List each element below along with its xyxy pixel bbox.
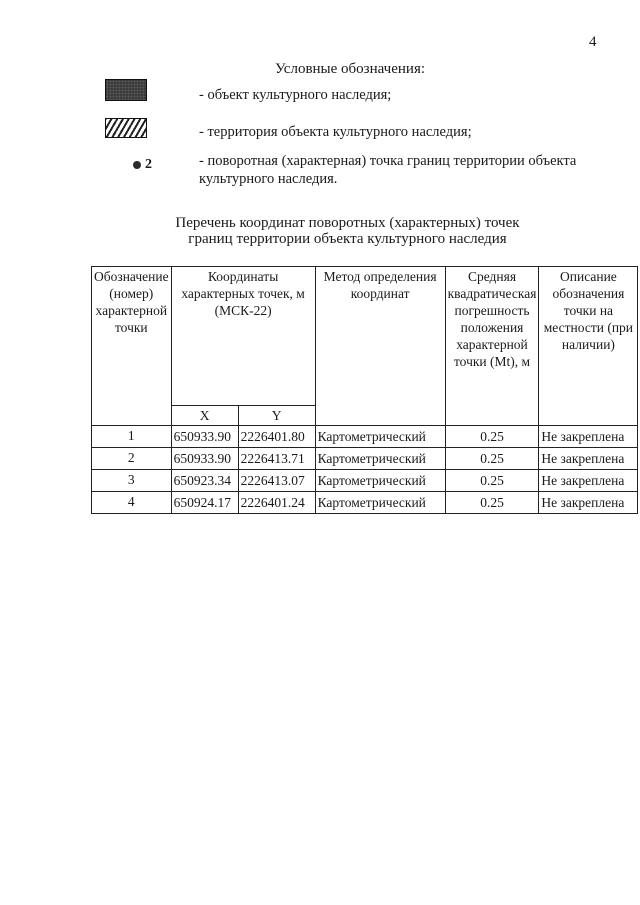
cell-method: Картометрический <box>315 492 445 514</box>
header-x: X <box>171 406 238 426</box>
table-row <box>92 426 638 448</box>
cultural-heritage-object-symbol <box>105 79 147 101</box>
cell-description: Не закреплена <box>539 492 638 514</box>
cell-error: 0.25 <box>445 426 539 448</box>
boundary-point-symbol <box>133 157 152 173</box>
header-y: Y <box>238 406 315 426</box>
cell-method: Картометрический <box>315 470 445 492</box>
table-header-row <box>92 267 638 406</box>
legend-item-point: - поворотная (характерная) точка границ территории объекта культурного наследия. <box>199 153 577 187</box>
point-marker-label: 2 <box>145 157 152 172</box>
table-row <box>92 492 638 514</box>
header-point-number: Обозначение (номер) характерной точки <box>92 267 172 426</box>
cell-error: 0.25 <box>445 492 539 514</box>
cell-number: 2 <box>92 448 172 470</box>
cell-error: 0.25 <box>445 470 539 492</box>
cell-y: 2226401.80 <box>238 426 315 448</box>
cell-description: Не закреплена <box>539 426 638 448</box>
legend-item-object: - объект культурного наследия; <box>199 87 392 103</box>
legend-title: Условные обозначения: <box>274 61 426 77</box>
cell-method: Картометрический <box>315 426 445 448</box>
cell-x: 650923.34 <box>171 470 238 492</box>
cell-y: 2226401.24 <box>238 492 315 514</box>
cell-description: Не закреплена <box>539 448 638 470</box>
header-mean-error: Средняя квадратическая погрешность положения характерной точки (Mt), м <box>445 267 539 426</box>
legend-item-territory: - территория объекта культурного наследия; <box>199 124 472 140</box>
header-coordinates: Координаты характерных точек, м (МСК-22) <box>171 267 315 406</box>
coordinates-table <box>91 266 638 514</box>
point-marker-icon <box>133 161 141 169</box>
list-title-line-2: границ территории объекта культурного наследия <box>188 231 507 247</box>
coordinates-list-title <box>0 215 640 247</box>
header-description: Описание обозначения точки на местности (при наличии) <box>539 267 638 426</box>
page-number: 4 <box>589 34 597 50</box>
cell-x: 650933.90 <box>171 426 238 448</box>
cell-method: Картометрический <box>315 448 445 470</box>
cell-x: 650924.17 <box>171 492 238 514</box>
header-method: Метод определения координат <box>315 267 445 426</box>
table-row <box>92 448 638 470</box>
cell-number: 4 <box>92 492 172 514</box>
cell-y: 2226413.07 <box>238 470 315 492</box>
list-title-line-1: Перечень координат поворотных (характерных) точек <box>175 215 520 231</box>
cell-number: 1 <box>92 426 172 448</box>
cell-y: 2226413.71 <box>238 448 315 470</box>
table-row <box>92 470 638 492</box>
heritage-territory-hatch-symbol <box>105 118 147 138</box>
cell-number: 3 <box>92 470 172 492</box>
cell-x: 650933.90 <box>171 448 238 470</box>
cell-description: Не закреплена <box>539 470 638 492</box>
cell-error: 0.25 <box>445 448 539 470</box>
